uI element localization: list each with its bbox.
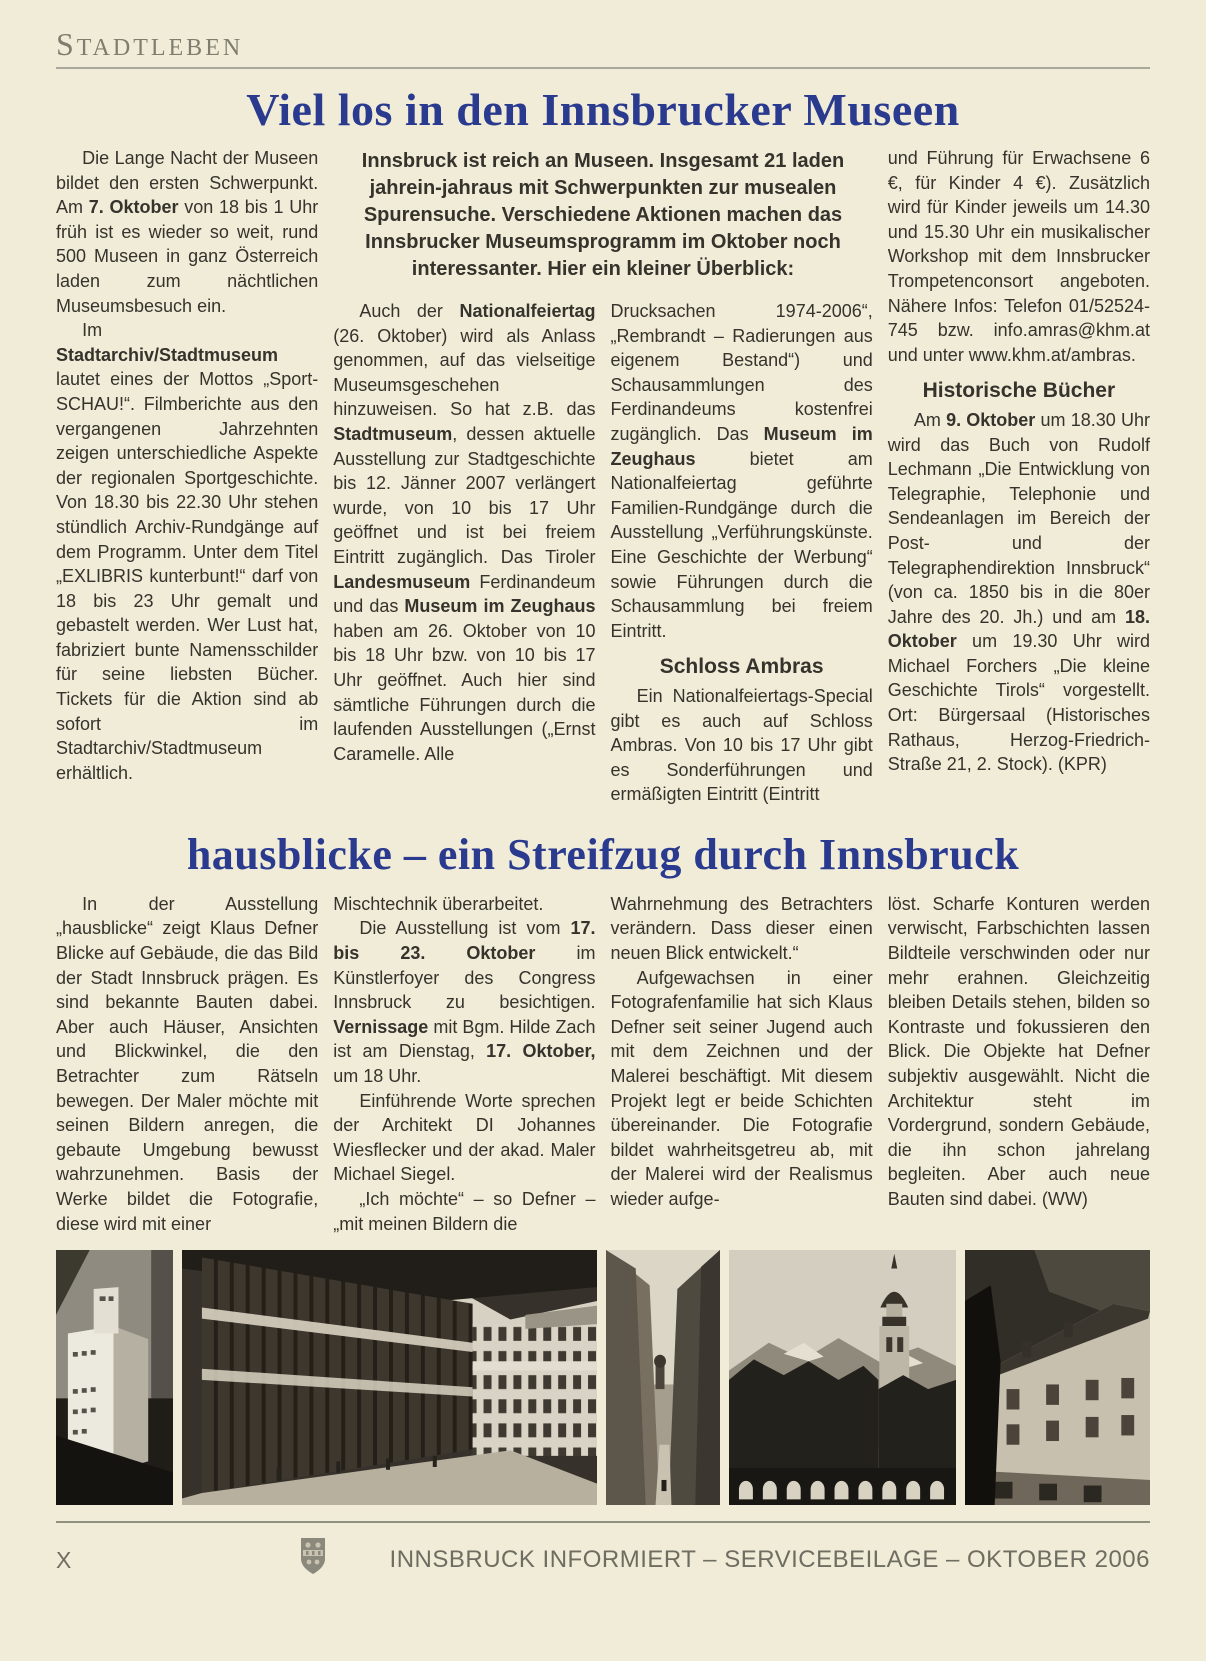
body-paragraph: Einführende Worte sprechen der Architekt DI Johannes Wiesflecker und der akad. Maler Michael Siegel. <box>333 1090 596 1185</box>
article1-column-3 <box>611 299 873 807</box>
article1-column-2 <box>333 299 595 807</box>
body-paragraph: Auch der Nationalfeiertag (26. Oktober) wird als Anlass genommen, auf das vielseitige Museumsgeschehen hinzuweisen. So hat z.B. das Stadtmuseum, dessen aktuelle Ausstellung zur Stadtgeschichte bis 12. Jänner 2007 verlängert wurde, von 10 bis 17 Uhr geöffnet und ist bei freiem Eintritt zugänglich. Das Tiroler Landesmuseum Ferdinandeum und das Museum im Zeughaus haben am 26. Oktober von 10 bis 18 Uhr bzw. von 10 bis 17 Uhr geöffnet. Auch hier sind sämtliche Führungen durch die laufenden Ausstellungen („Ernst Caramelle. Alle <box>333 301 596 764</box>
body-paragraph: In der Ausstellung „hausblicke“ zeigt Klaus Defner Blicke auf Gebäude, die das Bild der Stadt Innsbruck prägen. Es sind bekannte Bauten dabei. Aber auch Häuser, Ansichten und Blickwinkel, die den Betrachter zum Rätseln bewegen. Der Maler möchte mit seinen Bildern anregen, die gebaute Umgebung bewusst wahrzunehmen. Basis der Werke bildet die Fotografie, diese wird mit einer <box>56 893 319 1234</box>
body-paragraph: Ein Nationalfeiertags-Special gibt es auch auf Schloss Ambras. Von 10 bis 17 Uhr gibt es Sonderführungen und ermäßigten Eintritt (Eintritt <box>610 685 873 805</box>
article2-column-1 <box>56 892 318 1236</box>
painting-street-canyon <box>606 1250 720 1505</box>
body-paragraph: Am 9. Oktober um 18.30 Uhr wird das Buch von Rudolf Lechmann „Die Entwicklung von Telegraphie, Telephonie und Sendeanlagen im Bereich der Post- und der Telegraphendirektion Innsbruck“ (von ca. 1850 bis in die 80er Jahre des 20. Jh.) und am 18. Oktober um 19.30 Uhr wird Michael Forchers „Die kleine Geschichte Tirols“ vorgestellt. Ort: Bürgersaal (Historisches Rathaus, Herzog-Friedrich-Straße 21, 2. Stock). (KPR) <box>887 409 1150 775</box>
photo-strip <box>56 1250 1150 1505</box>
article1-lead: Innsbruck ist reich an Museen. Insgesamt 21 laden jahrein-jahraus mit Schwerpunkten zur musealen Spurensuche. Verschiedene Aktionen machen das Innsbrucker Museumsprogramm im Oktober noch interessanter. Hier ein kleiner Überblick: <box>361 150 845 280</box>
innsbruck-crest-icon <box>300 1537 326 1580</box>
body-paragraph: löst. Scharfe Konturen werden verwischt, Farbschichten lassen Bildteile verschwinden oder nur mehr erahnen. Gleichzeitig bleiben Details stehen, bilden so Kontraste und fokussieren den Blick. Die Objekte hat Defner subjektiv ausgewählt. Nicht die Architektur steht im Vordergrund, sondern Gebäude, die ihn schon jahrelang begleiten. Aber auch neue Bauten sind dabei. (WW) <box>887 893 1150 1209</box>
body-paragraph: Die Ausstellung ist vom 17. bis 23. Oktober im Künstlerfoyer des Congress Innsbruck zu besichtigen. Vernissage mit Bgm. Hilde Zach ist am Dienstag, 17. Oktober, um 18 Uhr. <box>333 918 596 1087</box>
painting-raster-facade <box>182 1250 597 1505</box>
sub-heading: Schloss Ambras <box>659 655 824 679</box>
article1-column-4 <box>888 146 1150 807</box>
body-paragraph: Drucksachen 1974-2006“, „Rembrandt – Radierungen aus eigenem Bestand“) und Schausammlungen des Ferdinandeums kostenfrei zugänglich. Das Museum im Zeughaus bietet am Nationalfeiertag geführte Familien-Rundgänge durch die Ausstellung „Verführungskünste. Eine Geschichte der Werbung“ sowie Führungen durch die Schausammlung bei freiem Eintritt. <box>610 301 873 641</box>
body-paragraph: und Führung für Erwachsene 6 €, für Kinder 4 €). Zusätzlich wird für Kinder jeweils um 14.30 und 15.30 Uhr ein musikalischer Workshop mit dem Innsbrucker Trompetenconsort angeboten. Nähere Infos: Telefon 01/52524-745 bzw. info.amras@khm.at und unter www.khm.at/ambras. <box>887 148 1150 365</box>
section-label: STADTLEBEN <box>56 26 244 62</box>
page-number: X <box>56 1546 72 1573</box>
sub-heading: Historische Bücher <box>922 379 1116 403</box>
header-rule <box>56 67 1150 69</box>
painting-old-facade <box>965 1250 1150 1505</box>
footer-rule <box>56 1521 1150 1523</box>
article2-column-4 <box>888 892 1150 1236</box>
body-paragraph: „Ich möchte“ – so Defner – „mit meinen Bildern die <box>333 1189 596 1234</box>
painting-white-tower <box>56 1250 173 1505</box>
body-paragraph: Aufgewachsen in einer Fotografenfamilie hat sich Klaus Defner seit seiner Jugend auch mit dem Zeichnen und der Malerei beschäftigt. Mit diesem Projekt legt er beide Schichten übereinander. Die Fotografie bildet wahrheitsgetreu ab, mit der Malerei wird der Realismus wieder aufge- <box>610 967 873 1209</box>
painting-church-tower <box>729 1250 956 1505</box>
article-museums <box>56 83 1150 807</box>
article2-title: hausblicke – ein Streifzug durch Innsbruck <box>186 829 1020 879</box>
article2-column-3 <box>611 892 873 1236</box>
article-hausblicke <box>56 829 1150 1236</box>
article1-column-1 <box>56 146 318 807</box>
footer-imprint: INNSBRUCK INFORMIERT – SERVICEBEILAGE – OKTOBER 2006 <box>389 1546 1150 1574</box>
article2-column-2 <box>333 892 595 1236</box>
body-paragraph: Wahrnehmung des Betrachters verändern. Dass dieser einen neuen Blick entwickelt.“ <box>610 893 873 964</box>
footer <box>56 1537 1150 1583</box>
body-paragraph: Mischtechnik überarbeitet. <box>333 893 544 914</box>
body-paragraph: Die Lange Nacht der Museen bildet den ersten Schwerpunkt. Am 7. Oktober von 18 bis 1 Uhr früh ist es wieder so weit, rund 500 Museen in ganz Österreich laden zum nächtlichen Museumsbesuch ein. <box>56 148 319 316</box>
article1-title: Viel los in den Innsbrucker Museen <box>246 84 960 135</box>
body-paragraph: Im Stadtarchiv/Stadtmuseum lautet eines der Mottos „Sport-SCHAU!“. Filmberichte aus den vergangenen Jahrzehnten zeigen unterschiedliche Aspekte der regionalen Sportgeschichte. Von 18.30 bis 22.30 Uhr stehen stündlich Archiv-Rundgänge auf dem Programm. Unter dem Titel „EXLIBRIS kunterbunt!“ darf von 18 bis 23 Uhr gemalt und gebastelt werden. Wer Lust hat, fabriziert bunte Namensschilder für seine liebsten Bücher. Tickets für die Aktion sind ab sofort im Stadtarchiv/Stadtmuseum erhältlich. <box>56 320 319 783</box>
